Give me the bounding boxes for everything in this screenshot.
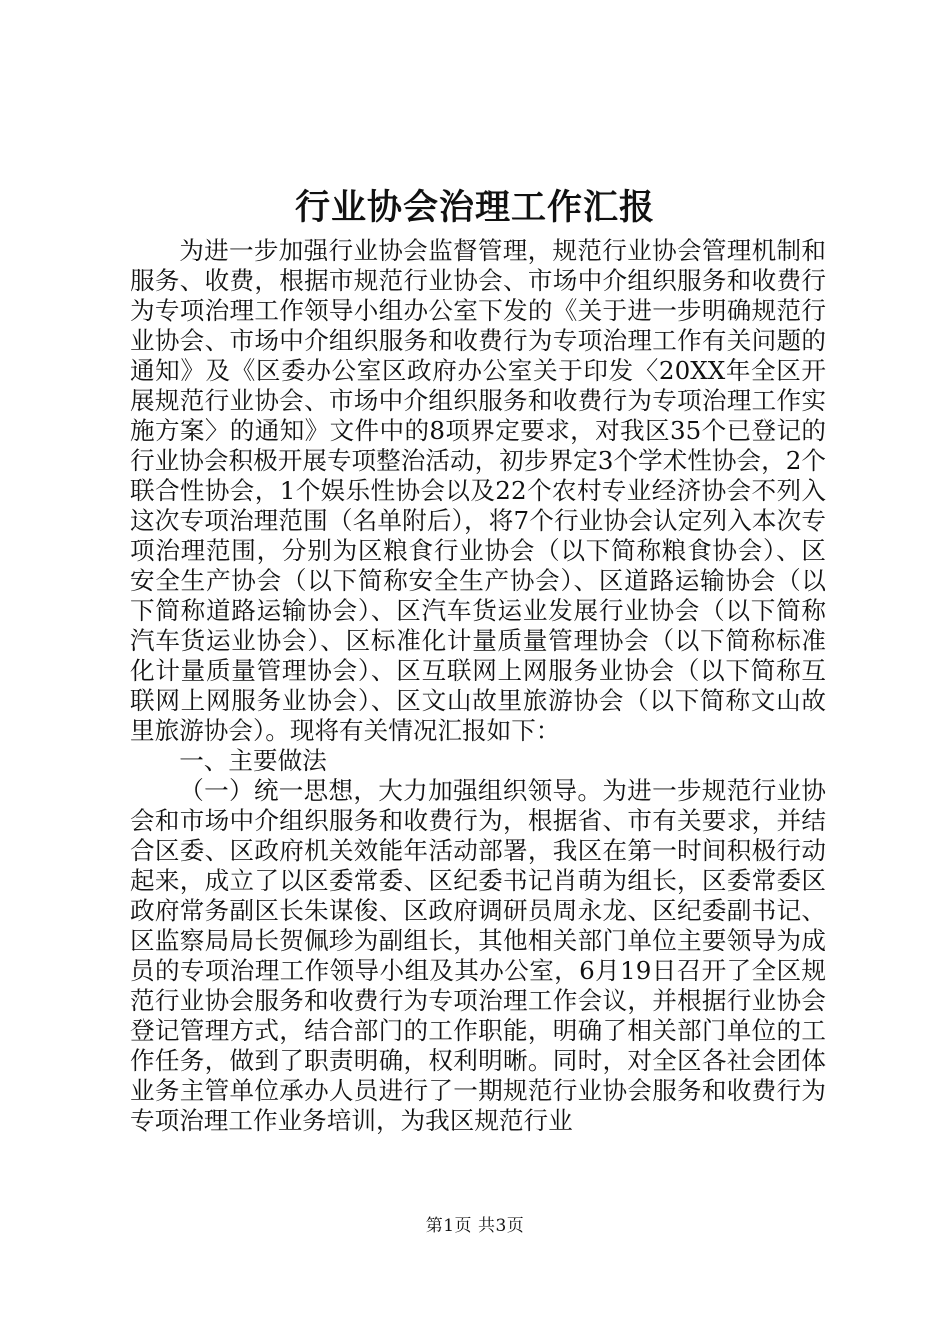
intro-paragraph: 为进一步加强行业协会监督管理，规范行业协会管理机制和服务、收费，根据市规范行业协会、市场中介组织服务和收费行为专项治理工作领导小组办公室下发的《关于进一步明确规范行业协会、市场中介组织服务和收费行为专项治理工作有关问题的通知》及《区委办公室区政府办公室关于印发〈20XX年全区开展规范行业协会、市场中介组织服务和收费行为专项治理工作实施方案〉的通知》文件中的8项界定要求，对我区35个已登记的行业协会积极开展专项整治活动，初步界定3个学术性协会，2个联合性协会，1个娱乐性协会以及22个农村专业经济协会不列入这次专项治理范围（名单附后），将7个行业协会认定列入本次专项治理范围，分别为区粮食行业协会（以下简称粮食协会）、区安全生产协会（以下简称安全生产协会）、区道路运输协会（以下简称道路运输协会）、区汽车货运业发展行业协会（以下简称汽车货运业协会）、区标准化计量质量管理协会（以下简称标准化计量质量管理协会）、区互联网上网服务业协会（以下简称互联网上网服务业协会）、区文山故里旅游协会（以下简称文山故里旅游协会）。现将有关情况汇报如下： bbox=[130, 236, 826, 745]
page-footer: 第1页 共3页 bbox=[425, 1216, 525, 1236]
document-body bbox=[130, 236, 826, 1136]
subsection-paragraph-1: （一）统一思想，大力加强组织领导。为进一步规范行业协会和市场中介组织服务和收费行为，根据省、市有关要求，并结合区委、区政府机关效能年活动部署，我区在第一时间积极行动起来，成立了以区委常委、区纪委书记肖萌为组长，区委常委区政府常务副区长朱谋俊、区政府调研员周永龙、区纪委副书记、区监察局局长贺佩珍为副组长，其他相关部门单位主要领导为成员的专项治理工作领导小组及其办公室，6月19日召开了全区规范行业协会服务和收费行为专项治理工作会议，并根据行业协会登记管理方式，结合部门的工作职能，明确了相关部门单位的工作任务，做到了职责明确，权利明晰。同时，对全区各社会团体业务主管单位承办人员进行了一期规范行业协会服务和收费行为专项治理工作业务培训，为我区规范行业 bbox=[130, 776, 826, 1135]
document-title: 行业协会治理工作汇报 bbox=[294, 187, 655, 228]
section-heading-main-practices: 一、主要做法 bbox=[179, 746, 327, 775]
